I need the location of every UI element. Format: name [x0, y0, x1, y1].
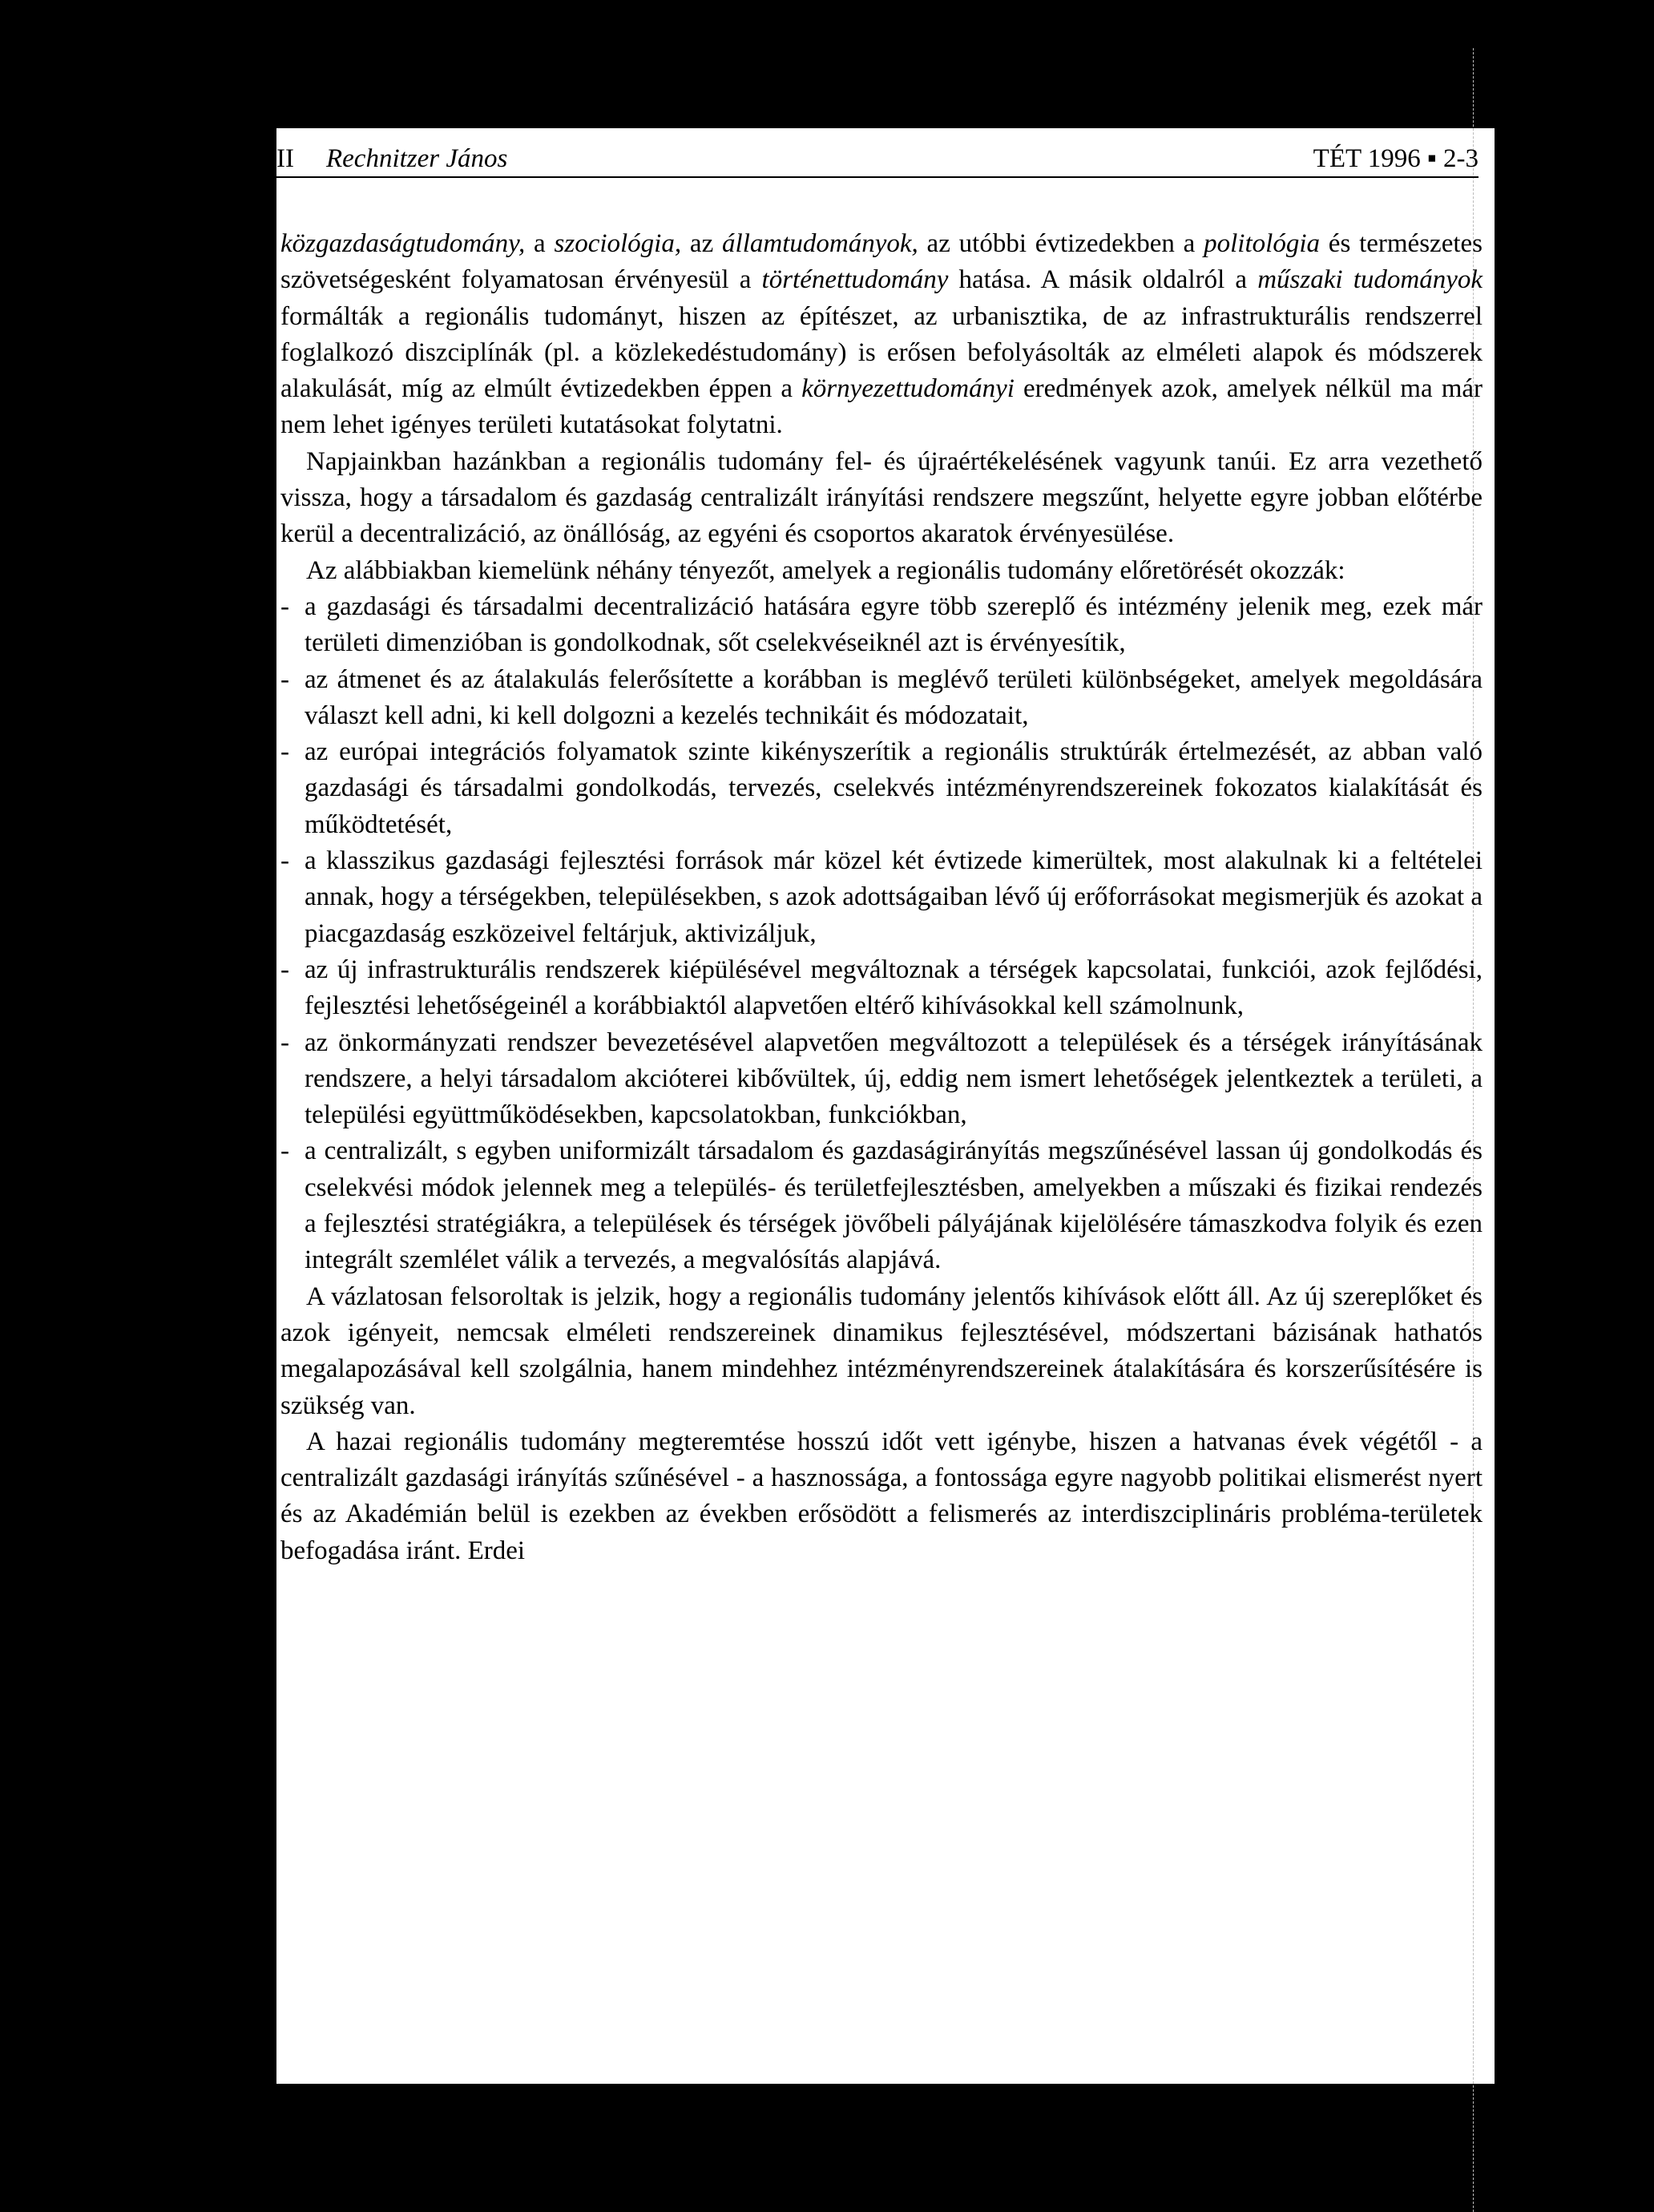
paragraph-3: Az alábbiakban kiemelünk néhány tényezőt, amelyek a regionális tudomány előretörését okozzák: [306, 555, 1345, 585]
text-span: formálták a regionális tudományt, hiszen az építészet, az urbanisztika, de az infrastrukturális rendszerrel foglalkozó diszciplínák (pl. a közlekedéstudomány) is erősen befolyásolták az elméleti alapok és módszerek alakulását, míg az elmúlt évtizedekben éppen a [280, 301, 1483, 404]
header-author: Rechnitzer János [326, 144, 508, 173]
text-span: hatása. A másik oldalról a [948, 265, 1258, 295]
italic-term: környezettudományi [801, 374, 1015, 404]
bullet-marker: - [280, 591, 289, 621]
bullet-marker: - [280, 664, 289, 694]
list-item [280, 1025, 1483, 1134]
italic-term: szociológia, [554, 229, 682, 258]
list-item-text: a gazdasági és társadalmi decentralizáció hatására egyre több szereplő és intézmény jelenik meg, ezek már területi dimenzióban is gondolkodnak, sőt cselekvéseiknél azt is érvényesítik, [305, 591, 1483, 658]
italic-term: politológia [1204, 229, 1320, 258]
bullet-marker: - [280, 955, 289, 984]
list-item [280, 952, 1483, 1025]
header-journal: TÉT 1996 ▪ 2-3 [1313, 144, 1479, 173]
list-item-text: az új infrastrukturális rendszerek kiépülésével megváltoznak a térségek kapcsolatai, funkciói, azok fejlődési, fejlesztési lehetőségeinél a korábbiaktól alapvetően eltérő kihívásokkal kell számolnunk, [305, 955, 1483, 1021]
running-header [276, 143, 1479, 178]
list-item-text: az európai integrációs folyamatok szinte kikényszerítik a regionális struktúrák értelmezését, az abban való gazdasági és társadalmi gondolkodás, tervezés, cselekvés intézményrendszereinek fokozatos kialakítását és működtetését, [305, 737, 1483, 839]
text-span: eredmények azok, amelyek nélkül ma már nem lehet igényes területi kutatásokat folytatni. [280, 374, 1483, 440]
italic-term: államtudományok, [722, 229, 918, 258]
italic-term: közgazdaságtudomány, [280, 229, 526, 258]
page-number: II [276, 144, 294, 173]
list-item-text: az önkormányzati rendszer bevezetésével alapvetően megváltozott a települések és a térségek irányításának rendszere, a helyi társadalom akcióterei kibővültek, új, eddig nem ismert lehetőségek jelentkeztek a területi, a települési együttműködésekben, kapcsolatokban, funkciókban, [305, 1027, 1483, 1130]
paragraph-1 [280, 226, 1483, 444]
list-item-text: a centralizált, s egyben uniformizált társadalom és gazdaságirányítás megszűnésével lassan új gondolkodás és cselekvési módok jelennek meg a település- és területfejlesztésben, amelyekben a műszaki és fizikai rendezés a fejlesztési stratégiákra, a települések és térségek jövőbeli pályájának kijelölésére támaszkodva folyik és ezen integrált szemlélet válik a tervezés, a megvalósítás alapjává. [305, 1136, 1483, 1275]
list-item [280, 1133, 1483, 1278]
factor-list [280, 589, 1483, 1279]
text-span: az [681, 229, 723, 258]
bullet-marker: - [280, 1136, 289, 1166]
list-item-text: a klasszikus gazdasági fejlesztési források már közel két évtizede kimerültek, most alakulnak ki a feltételei annak, hogy a térségekben, településekben, s azok adottságaiban lévő új erőforrásokat megismerjük és azokat a piacgazdaság eszközeivel feltárjuk, aktivizáljuk, [305, 846, 1483, 948]
list-item [280, 843, 1483, 952]
text-span: a [525, 229, 555, 258]
bullet-marker: - [280, 1027, 289, 1057]
list-item [280, 734, 1483, 843]
italic-term: történettudomány [761, 265, 949, 295]
paragraph-4: A vázlatosan felsoroltak is jelzik, hogy a regionális tudomány jelentős kihívások előtt áll. Az új szereplőket és azok igényeit, nemcsak elméleti rendszereinek dinamikus fejlesztésével, módszertani bázisának hathatós megalapozásával kell szolgálnia, hanem mindehhez intézményrendszereinek átalakítására és korszerűsítésére is szükség van. [280, 1282, 1483, 1420]
list-item [280, 589, 1483, 662]
bullet-marker: - [280, 846, 289, 876]
text-span: az utóbbi évtizedekben a [918, 229, 1204, 258]
paragraph-2: Napjainkban hazánkban a regionális tudomány fel- és újraértékelésének vagyunk tanúi. Ez arra vezethető vissza, hogy a társadalom és gazdaság centralizált irányítási rendszere megszűnt, helyette egyre jobban előtérbe kerül a decentralizáció, az önállóság, az egyéni és csoportos akaratok érvényesülése. [280, 446, 1483, 549]
italic-term: műszaki tudományok [1257, 265, 1483, 295]
text-span: és természetes szövetségesként folyamatosan érvényesül a [280, 229, 1483, 295]
bullet-marker: - [280, 737, 289, 767]
paragraph-5: A hazai regionális tudomány megteremtése hosszú időt vett igénybe, hiszen a hatvanas évek végétől - a centralizált gazdasági irányítás szűnésével - a hasznossága, a fontossága egyre nagyobb politikai elismerést nyert és az Akadémián belül is ezekben az években erősödött a felismerés az interdiszciplináris probléma-területek befogadása iránt. Erdei [280, 1427, 1483, 1565]
list-item [280, 662, 1483, 735]
list-item-text: az átmenet és az átalakulás felerősítette a korábban is meglévő területi különbségeket, amelyek megoldására választ kell adni, ki kell dolgozni a kezelés technikáit és módozatait, [305, 664, 1483, 730]
body-text [280, 226, 1483, 1569]
